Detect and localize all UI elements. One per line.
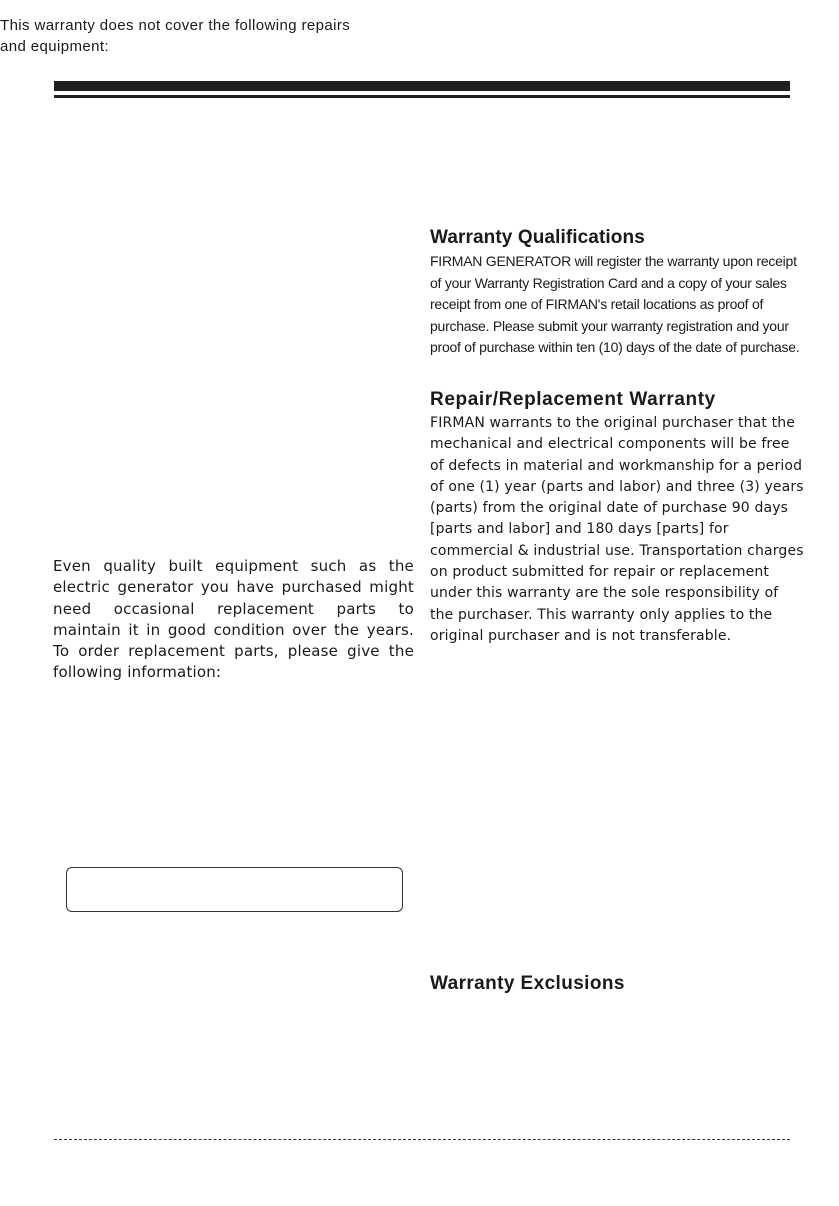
parts-info-box <box>66 867 403 912</box>
warranty-exclusions-heading: Warranty Exclusions <box>430 973 625 994</box>
footer-dashed-rule <box>54 1139 790 1140</box>
warranty-qualifications-text: FIRMAN GENERATOR will register the warranty upon receipt of your Warranty Registration Card and a copy of your sales receipt from one of FIRMAN's retail locations as proof of purchase. Please submit your warranty registration and your proof of purchase within ten (10) days of the date of purchase. <box>430 253 800 356</box>
repair-replacement-heading: Repair/Replacement Warranty <box>430 389 716 410</box>
warranty-qualifications-heading: Warranty Qualifications <box>430 227 645 248</box>
warranty-exclusions-text: This warranty does not cover the following repairs and equipment: <box>0 17 351 55</box>
header-rule-thick <box>54 81 790 91</box>
header-rule-thin <box>54 95 790 98</box>
repair-replacement-text: FIRMAN warrants to the original purchaser that the mechanical and electrical components will be free of defects in material and workmanship for a period of one (1) year (parts and labor) and three (3) years (parts) from the original date of purchase 90 days [parts and labor] and 180 days [parts] for commercial & industrial use. Transportation charges on product submitted for repair or replacement under this warranty are the sole responsibility of the purchaser. This warranty only applies to the original purchaser and is not transferable. <box>430 415 804 644</box>
replacement-parts-paragraph: Even quality built equipment such as the electric generator you have purchased might need occasional replacement parts to maintain it in good condition over the years. To order replacement parts, please give the following information: <box>53 557 414 682</box>
